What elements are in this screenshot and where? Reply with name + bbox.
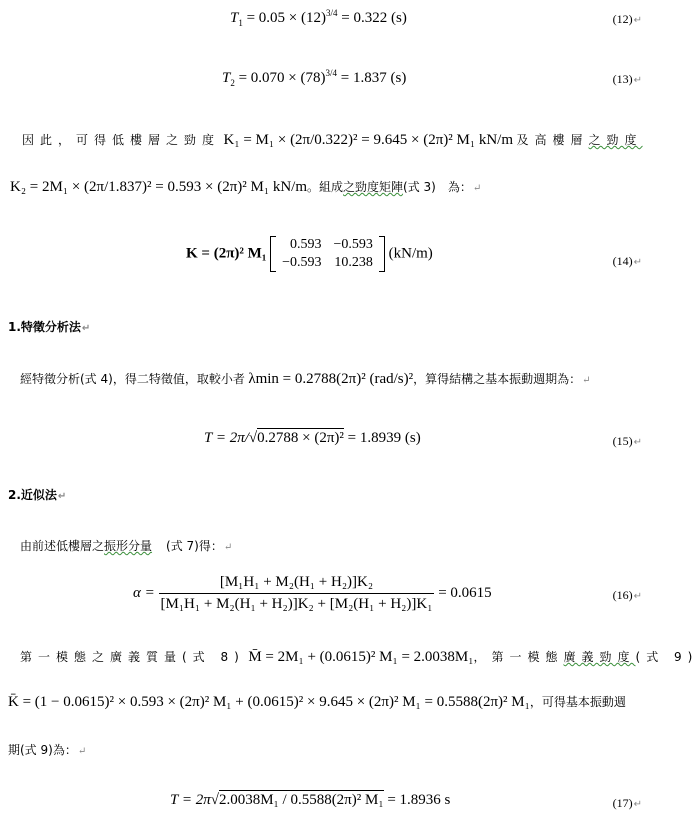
- paragraph-generalized-stiffness: K̄ = (1 − 0.0615)² × 0.593 × (2π)² M₁ + (0.0615)² × 9.645 × (2π)² M₁ = 0.5588(2π)² M₁，可得基本振動週: [8, 694, 626, 710]
- section-heading-approximate: 2.近似法↵: [8, 488, 67, 502]
- equation-number-17: (17)↵: [612, 796, 642, 810]
- equation-number-15: (15)↵: [612, 434, 642, 448]
- paragraph-low-floor-stiffness: 因此，可得低樓層之勁度 K₁ = M₁ × (2π/0.322)² = 9.645 × (2π)² M₁ kN/m 及高樓層之勁度: [22, 132, 643, 148]
- equation-13: $T_2 = 0.070 \times (78)^{3/4} = 1.837$ (s): [222, 68, 407, 88]
- equation-17: T = 2π√2.0038M₁ / 0.5588(2π)² M₁ = 1.8936 s: [170, 792, 451, 808]
- paragraph-generalized-mass: 第一模態之廣義質量(式 8) M̄ = 2M₁ + (0.0615)² M₁ = 2.0038M₁，第一模態廣義勁度(式 9): [20, 649, 698, 665]
- paragraph-period-intro: 期(式 9)為：↵: [8, 743, 87, 757]
- section-heading-eigen: 1.特徵分析法↵: [8, 320, 91, 334]
- stiffness-matrix: 0.593 −0.593 −0.593 10.238: [270, 236, 385, 272]
- paragraph-eigen-analysis: 經特徵分析(式 4)，得二特徵值，取較小者 λmin = 0.2788(2π)² (rad/s)²，算得結構之基本振動週期為：↵: [20, 371, 591, 387]
- alpha-fraction: $\frac{\text{[M₁H₁ + M₂(H₁ + H₂)]K₂}}{\text{[M₁H₁ + M₂(H₁ + H₂)]K₂ + [M₂(H₁ + H₂)]K₁}}$: [160, 574, 433, 612]
- equation-14: K = (2π)² M₁ 0.593 −0.593 −0.593 10.238 (kN/m): [186, 237, 433, 270]
- equation-number-12: (12)↵: [612, 12, 642, 26]
- equation-number-14: (14)↵: [612, 254, 642, 268]
- equation-12: $T_1 = 0.05 \times (12)^{3/4} = 0.322$ (s): [230, 8, 407, 28]
- equation-number-13: (13)↵: [612, 72, 642, 86]
- equation-16: α = $\frac{\text{[M₁H₁ + M₂(H₁ + H₂)]K₂}}{\text{[M₁H₁ + M₂(H₁ + H₂)]K₂ + [M₂(H₁ + H₂)]K₁}}$ = 0.0615: [133, 574, 492, 612]
- equation-15: T = 2π/√0.2788 × (2π)² = 1.8939 (s): [204, 430, 421, 446]
- paragraph-mode-shape: 由前述低樓層之振形分量 (式 7)得：↵: [20, 539, 233, 553]
- equation-number-16: (16)↵: [612, 588, 642, 602]
- paragraph-high-floor-stiffness: K₂ = 2M₁ × (2π/1.837)² = 0.593 × (2π)² M₁ kN/m。組成之勁度矩陣(式 3) 為：↵: [10, 179, 482, 195]
